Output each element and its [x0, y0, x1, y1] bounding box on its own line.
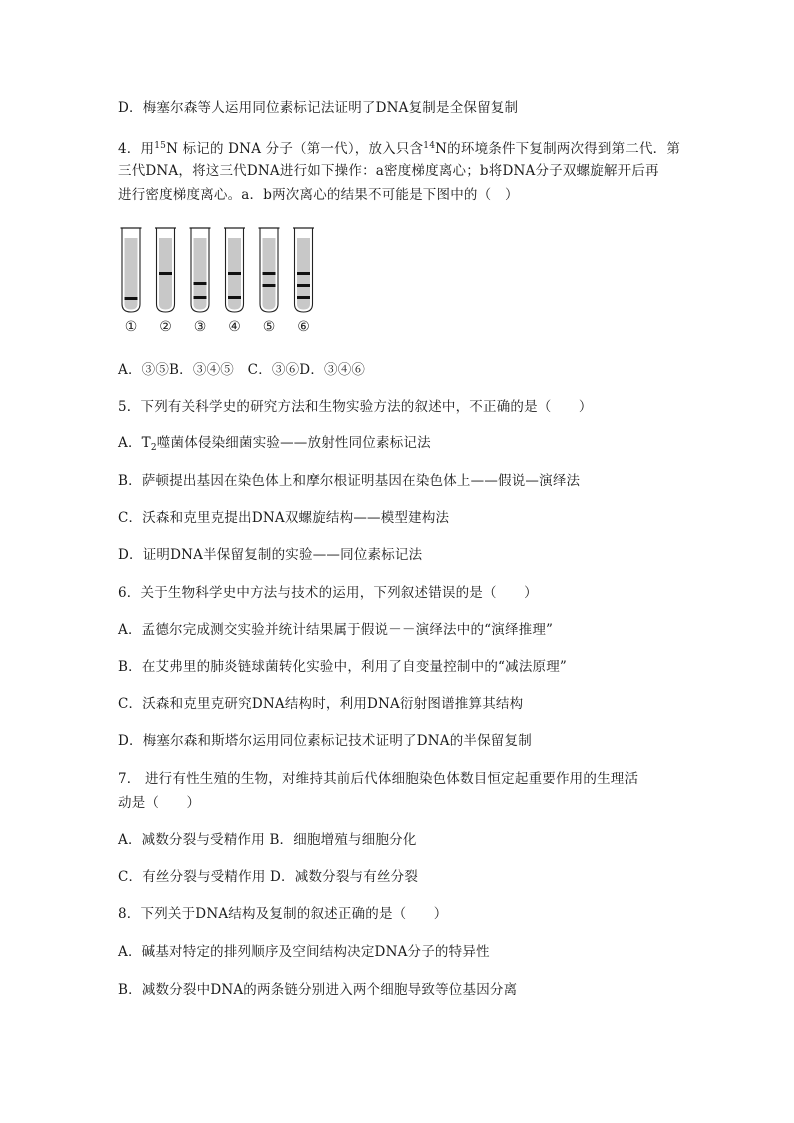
line-q6-d: D．梅塞尔森和斯塔尔运用同位素标记技术证明了DNA的半保留复制 [118, 733, 532, 749]
line-q5-d: D．证明DNA半保留复制的实验——同位素标记法 [118, 547, 423, 563]
line-q6-b: B．在艾弗里的肺炎链球菌转化实验中，利用了自变量控制中的“减法原理” [118, 659, 568, 675]
line-q5-a [118, 433, 431, 458]
line-q7-stem2: 动是（ ） [118, 795, 201, 811]
tube-label-5: ⑤ [262, 319, 276, 335]
q4-sup-15: 15 [154, 141, 167, 151]
q4-rest: 的环境条件下复制两次得到第二代．第 [447, 141, 681, 157]
dna-band-4-1 [228, 272, 241, 275]
q4-pre: 4．用 [118, 141, 155, 157]
line-q4-stem [118, 136, 680, 159]
line-q8-stem: 8．下列关于DNA结构及复制的叙述正确的是（ ） [118, 906, 448, 922]
line-q5-c: C．沃森和克里克提出DNA双螺旋结构——模型建构法 [118, 510, 450, 526]
dna-band-3-1 [194, 282, 207, 285]
line-q8-b: B．减数分裂中DNA的两条链分别进入两个细胞导致等位基因分离 [118, 982, 518, 998]
line-q4-2: 三代DNA，将这三代DNA进行如下操作：a密度梯度离心；b将DNA分子双螺旋解开后再 [118, 163, 659, 179]
line-q6-stem: 6．关于生物科学史中方法与技术的运用，下列叙述错误的是（ ） [118, 585, 538, 601]
line-q4-3: 进行密度梯度离心。a．b两次离心的结果不可能是下图中的（ ） [118, 187, 519, 203]
line-q5-stem: 5．下列有关科学史的研究方法和生物实验方法的叙述中，不正确的是（ ） [118, 399, 593, 415]
q5a-pre: A．T [118, 435, 151, 451]
tube-label-3: ③ [193, 319, 207, 335]
dna-band-4-2 [228, 296, 241, 299]
dna-band-1-1 [125, 297, 138, 300]
q4-sup-14: 14 [423, 141, 436, 151]
line-q7-stem: 7． 进行有性生殖的生物，对维持其前后代体细胞染色体数目恒定起重要作用的生理活 [118, 771, 639, 787]
dna-band-6-2 [297, 284, 310, 287]
tube-label-6: ⑥ [297, 319, 310, 335]
q5a-sub: 2 [150, 443, 157, 453]
tube-label-2: ② [159, 319, 172, 335]
dna-band-5-1 [263, 272, 276, 275]
dna-band-6-3 [297, 296, 310, 299]
q5a-rest: 噬菌体侵染细菌实验——放射性同位素标记法 [156, 435, 431, 451]
dna-band-5-2 [263, 284, 276, 287]
line-q4-options: A．③⑤B．③④⑤ C．③⑥D．③④⑥ [118, 362, 366, 378]
tube-label-4: ④ [228, 319, 241, 335]
line-3d: D．梅塞尔森等人运用同位素标记法证明了DNA复制是全保留复制 [118, 100, 519, 116]
q4-mid: N 标记的 DNA 分子（第一代），放入只含 [166, 141, 424, 157]
line-q7-cd: C．有丝分裂与受精作用 D．减数分裂与有丝分裂 [118, 869, 419, 885]
line-q7-ab: A．减数分裂与受精作用 B．细胞增殖与细胞分化 [118, 832, 417, 848]
line-q6-c: C．沃森和克里克研究DNA结构时，利用DNA衍射图谱推算其结构 [118, 696, 524, 712]
q4-post: N [435, 141, 448, 157]
line-q8-a: A．碱基对特定的排列顺序及空间结构决定DNA分子的特异性 [118, 944, 490, 960]
line-q5-b: B．萨顿提出基因在染色体上和摩尔根证明基因在染色体上——假说—演绎法 [118, 473, 581, 489]
tube-label-1: ① [124, 319, 138, 335]
line-q6-a: A．孟德尔完成测交实验并统计结果属于假说－－演绎法中的“演绎推理” [118, 622, 554, 638]
dna-band-6-1 [297, 272, 310, 275]
dna-band-3-2 [194, 296, 207, 299]
dna-band-2-1 [159, 272, 172, 275]
centrifuge-tubes-figure [118, 224, 338, 340]
